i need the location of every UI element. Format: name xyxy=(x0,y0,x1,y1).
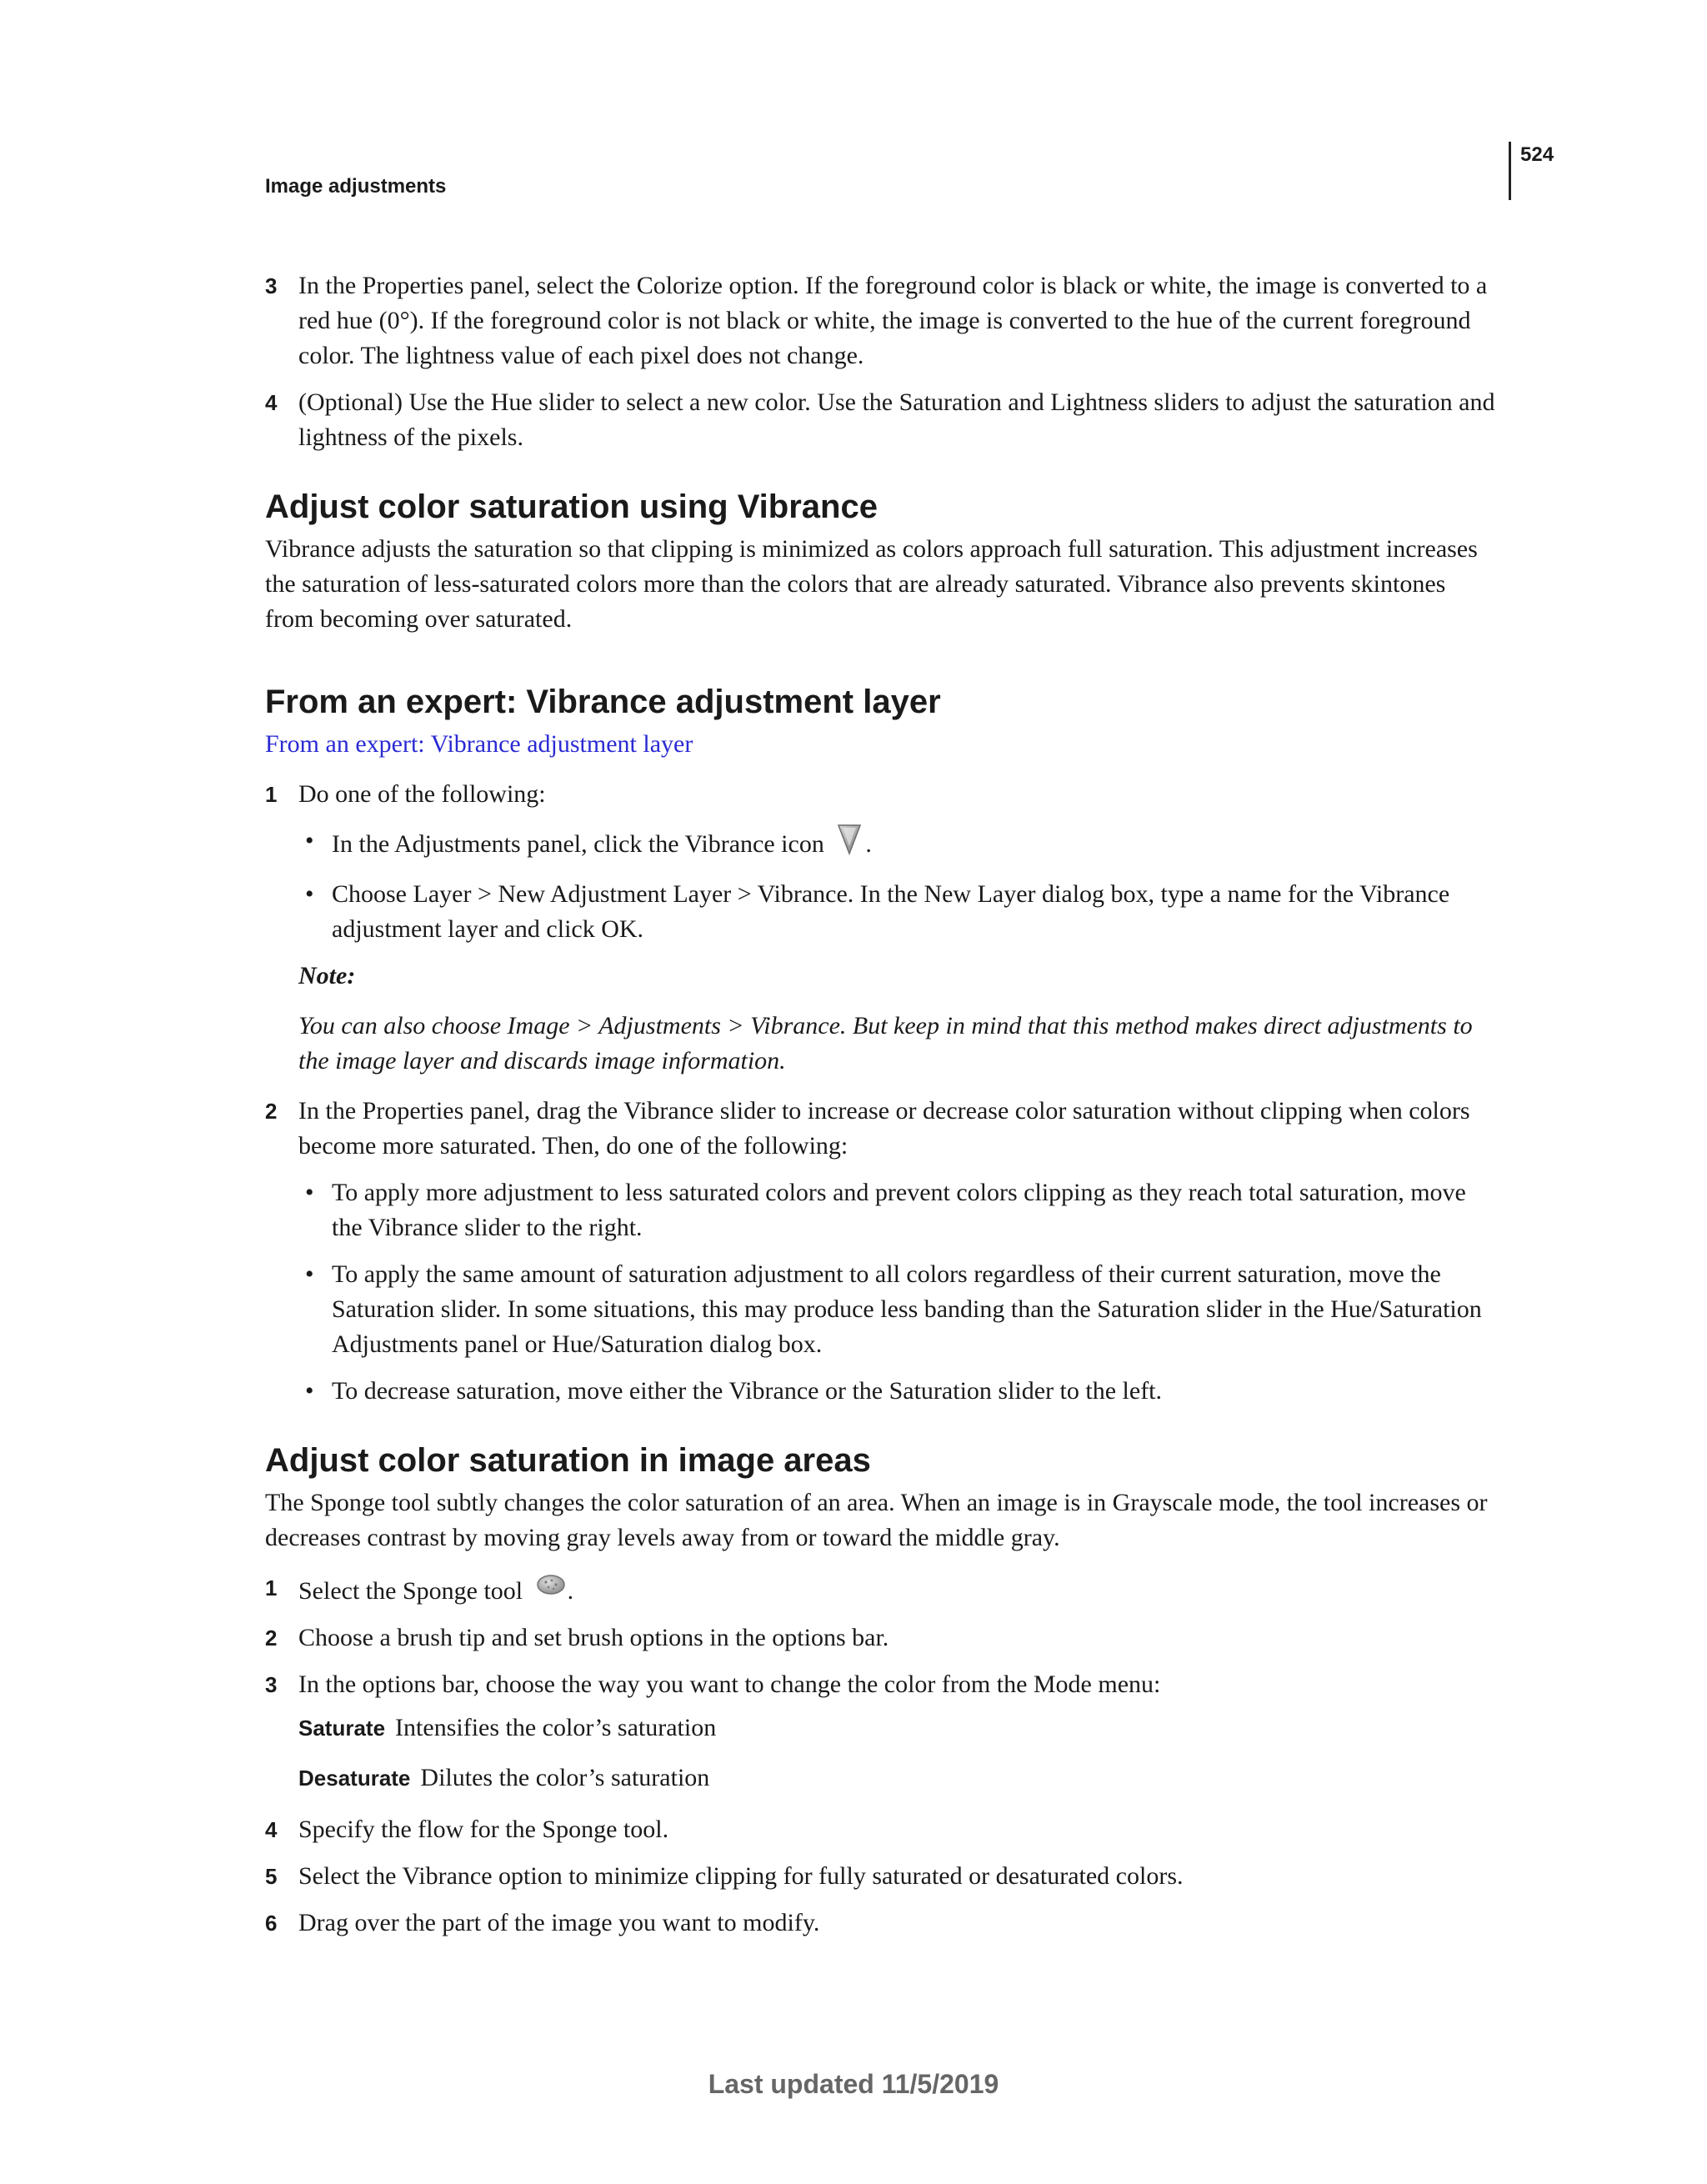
bullet-marker: • xyxy=(305,1377,314,1405)
footer-last-updated: Last updated 11/5/2019 xyxy=(708,2069,999,2099)
bullet-text-part: In the Adjustments panel, click the Vibrance icon xyxy=(332,830,824,858)
step-text: Select the Vibrance option to minimize clipping for fully saturated or desaturated colors. xyxy=(298,1862,1184,1890)
step-item xyxy=(265,1570,1499,1609)
step-text xyxy=(298,1570,1499,1609)
section-heading-vibrance: Adjust color saturation using Vibrance xyxy=(265,488,878,525)
step-item xyxy=(265,1094,1499,1164)
step-text: Specify the flow for the Sponge tool. xyxy=(298,1816,669,1843)
step-number: 2 xyxy=(265,1099,278,1124)
bullet-marker: • xyxy=(305,827,314,854)
mode-term: Desaturate xyxy=(298,1766,411,1791)
step-number: 4 xyxy=(265,390,278,415)
section-heading-image-areas: Adjust color saturation in image areas xyxy=(265,1442,871,1479)
step-item xyxy=(265,1620,1499,1656)
step-text-part: Select the Sponge tool xyxy=(298,1577,523,1605)
vibrance-icon xyxy=(837,824,862,865)
bullet-text: To apply more adjustment to less saturated colors and prevent colors clipping as they reach total saturation, move the Vibrance slider to the right. xyxy=(332,1179,1466,1241)
running-head: Image adjustments xyxy=(265,175,447,198)
step-item xyxy=(265,1859,1499,1894)
mode-description: Dilutes the color’s saturation xyxy=(420,1764,710,1791)
step-item xyxy=(265,777,1499,812)
page-number: 524 xyxy=(1520,143,1554,166)
mode-option-desaturate xyxy=(298,1761,1499,1796)
bullet-list xyxy=(298,824,1499,947)
note-block xyxy=(298,959,1499,1079)
mode-description: Intensifies the color’s saturation xyxy=(395,1714,717,1741)
bullet-text: To decrease saturation, move either the Vibrance or the Saturation slider to the left. xyxy=(332,1377,1163,1405)
bullet-item xyxy=(298,877,1499,947)
bullet-item xyxy=(298,1175,1499,1245)
step-text: Drag over the part of the image you want to modify. xyxy=(298,1909,820,1936)
step-text: In the Properties panel, select the Colorize option. If the foreground color is black or white, the image is converted to a red hue (0°). If the foreground color is not black or white, the image is converted to the hue of the current foreground color. The lightness value of each pixel does not change. xyxy=(298,272,1488,369)
step-text: In the options bar, choose the way you want to change the color from the Mode menu: xyxy=(298,1671,1161,1698)
step-item xyxy=(265,268,1499,373)
bullet-text: To apply the same amount of saturation adjustment to all colors regardless of their current saturation, move the Saturation slider. In some situations, this may produce less banding than the Saturation slider in the Hue/Saturation Adjustments panel or Hue/Saturation dialog box. xyxy=(332,1260,1482,1358)
bullet-marker: • xyxy=(305,880,314,908)
step-text-part: . xyxy=(567,1577,574,1605)
step-item xyxy=(265,1667,1499,1702)
section-heading-expert: From an expert: Vibrance adjustment layer xyxy=(265,684,941,720)
image-areas-description: The Sponge tool subtly changes the color saturation of an area. When an image is in Grayscale mode, the tool increases or decreases contrast by moving gray levels away from or toward the middle gray. xyxy=(265,1489,1488,1551)
step-text: Do one of the following: xyxy=(298,780,546,808)
mode-term: Saturate xyxy=(298,1716,386,1741)
bullet-list xyxy=(298,1175,1499,1409)
step-number: 3 xyxy=(265,273,278,298)
bullet-text: Choose Layer > New Adjustment Layer > Vibrance. In the New Layer dialog box, type a name for the Vibrance adjustment layer and click OK. xyxy=(332,880,1450,943)
step-item xyxy=(265,1906,1499,1941)
sponge-tool-icon xyxy=(536,1570,566,1605)
step-item xyxy=(265,1812,1499,1847)
step-number: 3 xyxy=(265,1672,278,1697)
expert-video-link[interactable]: From an expert: Vibrance adjustment layer xyxy=(265,730,693,758)
bullet-marker: • xyxy=(305,1260,314,1288)
bullet-text-part: . xyxy=(865,830,872,858)
step-text: Choose a brush tip and set brush options in the options bar. xyxy=(298,1624,889,1651)
bullet-item xyxy=(298,1257,1499,1362)
note-text: You can also choose Image > Adjustments > Vibrance. But keep in mind that this method makes direct adjustments to the image layer and discards image information. xyxy=(298,1012,1473,1074)
step-number: 1 xyxy=(265,1575,278,1600)
vibrance-description: Vibrance adjusts the saturation so that clipping is minimized as colors approach full saturation. This adjustment increases the saturation of less-saturated colors more than the colors that are already saturated. Vibrance also prevents skintones from becoming over saturated. xyxy=(265,535,1478,633)
bullet-item xyxy=(298,1374,1499,1409)
note-label: Note: xyxy=(298,962,356,989)
step-number: 6 xyxy=(265,1911,278,1936)
bullet-item xyxy=(298,824,1499,865)
step-number: 2 xyxy=(265,1625,278,1651)
step-number: 4 xyxy=(265,1817,278,1842)
mode-option-saturate xyxy=(298,1711,1499,1746)
step-text: In the Properties panel, drag the Vibrance slider to increase or decrease color saturation without clipping when colors become more saturated. Then, do one of the following: xyxy=(298,1097,1470,1160)
expert-video-link-row xyxy=(265,727,1499,762)
bullet-marker: • xyxy=(305,1179,314,1206)
bullet-text xyxy=(332,824,1499,865)
page-number-divider xyxy=(1509,142,1511,200)
step-item xyxy=(265,385,1499,455)
step-text: (Optional) Use the Hue slider to select a new color. Use the Saturation and Lightness sliders to adjust the saturation and lightness of the pixels. xyxy=(298,388,1495,451)
step-number: 5 xyxy=(265,1864,278,1889)
page-body xyxy=(265,268,1499,1952)
step-number: 1 xyxy=(265,782,278,807)
